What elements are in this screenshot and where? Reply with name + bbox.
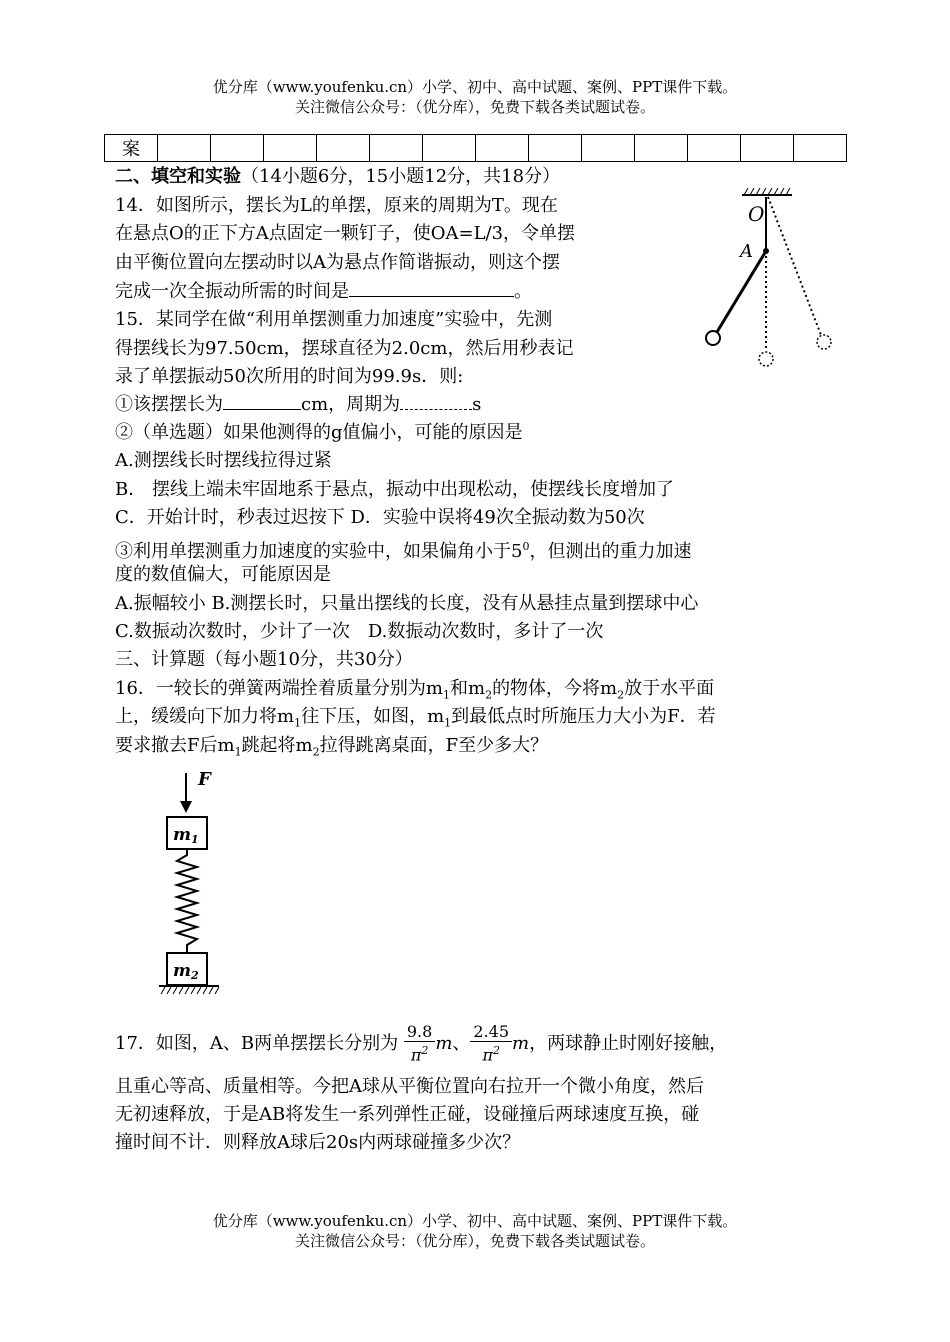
q15-part-1-unit: s	[472, 394, 482, 415]
spring-figure	[155, 765, 235, 1000]
q16-l1-c: 的物体，今将m	[492, 678, 618, 699]
q16-l2-s2: 1	[444, 716, 452, 730]
q16-line-2	[115, 704, 716, 737]
force-arrow-head	[180, 801, 192, 813]
frac1-denominator: π	[410, 1045, 422, 1065]
q16-line-3	[115, 733, 548, 766]
answer-table	[104, 134, 847, 162]
fraction-length-a	[404, 1023, 435, 1064]
q15-part-1-text-b: cm，周期为	[301, 394, 401, 415]
bob-equilibrium-dashed	[759, 352, 773, 366]
q17-line-3: 无初速释放，于是AB将发生一系列弹性正碰，设碰撞后两球速度互换，碰	[115, 1104, 700, 1125]
q14-line-4-text: 完成一次全振动所需的时间是	[115, 281, 349, 302]
page-header-line-1: 优分库（www.youfenku.cn）小学、初中、高中试题、案例、PPT课件下载。	[212, 78, 738, 96]
q17-line-2: 且重心等高、质量相等。今把A球从平衡位置向右拉开一个微小角度，然后	[115, 1076, 704, 1097]
section-2-title: 二、填空和实验	[115, 166, 241, 187]
answer-cell[interactable]	[370, 135, 423, 162]
q14-line-1: 14．如图所示，摆长为L的单摆，原来的周期为T。现在	[115, 195, 558, 216]
label-o: O	[748, 202, 765, 226]
q16-l3-c: 拉得跳离桌面，F至少多大？	[319, 735, 549, 756]
q15-part-3-text-a: ③利用单摆测重力加速度的实验中，如果偏角小于5	[115, 541, 523, 562]
q15-part-3-text-b: ，但测出的重力加速	[529, 541, 692, 562]
answer-cell[interactable]	[794, 135, 847, 162]
q15-period-blank[interactable]	[400, 395, 472, 410]
q16-l1-s2: 2	[485, 688, 493, 702]
q15-part-3-options-cd: C.数振动次数时，少计了一次 D.数振动次数时，多计了一次	[115, 621, 604, 642]
string-right-dashed	[768, 197, 821, 335]
section-2-heading	[115, 164, 560, 190]
frac1-exponent: 2	[421, 1044, 429, 1058]
q15-option-a: A.测摆线长时摆线拉得过紧	[115, 450, 332, 471]
q16-l3-s2: 2	[312, 745, 320, 759]
q17-line-4: 撞时间不计．则释放A球后20s内两球碰撞多少次？	[115, 1132, 521, 1153]
answer-cell[interactable]	[317, 135, 370, 162]
mass-m1-label: m1	[173, 825, 199, 846]
answer-cell[interactable]	[635, 135, 688, 162]
ceiling-hatch	[744, 188, 790, 195]
q16-l2-s1: 1	[294, 716, 302, 730]
fraction-length-b	[470, 1023, 512, 1064]
bob-left	[706, 331, 720, 345]
q15-part-3-options-ab: A.振幅较小 B.测摆长时，只量出摆线的长度，没有从悬挂点量到摆球中心	[115, 593, 699, 614]
q16-l2-b: 往下压，如图，m	[301, 706, 445, 727]
q14-line-4-end: 。	[514, 281, 532, 302]
frac2-denominator: π	[482, 1045, 493, 1065]
q15-line-1: 15．某同学在做“利用单摆测重力加速度”实验中，先测	[115, 309, 553, 330]
frac1-numerator: 9.8	[404, 1023, 435, 1042]
q16-l3-a: 要求撤去F后m	[115, 735, 235, 756]
answer-cell[interactable]	[741, 135, 794, 162]
answer-row-label: 案	[105, 135, 158, 162]
q16-l2-a: 上，缓缓向下加力将m	[115, 706, 295, 727]
q15-part-2: ②（单选题）如果他测得的g值偏小，可能的原因是	[115, 422, 523, 443]
q15-option-cd: C．开始计时，秒表过迟按下 D．实验中误将49次全振动数为50次	[115, 507, 645, 528]
q16-l1-s1: 1	[442, 688, 450, 702]
q16-l2-c: 到最低点时所施压力大小为F．若	[451, 706, 716, 727]
q14-line-3: 由平衡位置向左摆动时以A为悬点作简谐振动，则这个摆	[115, 252, 560, 273]
frac2-exponent: 2	[492, 1044, 500, 1058]
q17-l1-b: ，两球静止时刚好接触，	[529, 1033, 728, 1054]
q16-l1-a: 16．一较长的弹簧两端拴着质量分别为m	[115, 678, 443, 699]
degree-superscript: 0	[522, 540, 530, 553]
section-2-scoring: （14小题6分，15小题12分，共18分）	[241, 166, 561, 187]
separator: 、	[452, 1033, 471, 1054]
page-footer-line-1: 优分库（www.youfenku.cn）小学、初中、高中试题、案例、PPT课件下载。	[212, 1212, 738, 1230]
answer-cell[interactable]	[423, 135, 476, 162]
q14-line-4	[115, 278, 532, 305]
string-left	[717, 251, 766, 332]
unit-2: m	[512, 1033, 530, 1054]
answer-cell[interactable]	[582, 135, 635, 162]
answer-cell[interactable]	[211, 135, 264, 162]
mass-m2-label: m2	[173, 961, 199, 982]
answer-cell[interactable]	[476, 135, 529, 162]
force-label: F	[198, 769, 211, 790]
q16-l3-s1: 1	[234, 745, 242, 759]
spring-coil	[177, 849, 197, 953]
answer-cell[interactable]	[264, 135, 317, 162]
frac2-numerator: 2.45	[470, 1023, 512, 1042]
q16-l1-s3: 2	[617, 688, 625, 702]
q15-option-b: B． 摆线上端未牢固地系于悬点，振动中出现松动，使摆线长度增加了	[115, 479, 674, 500]
q17-l1-a: 17．如图，A、B两单摆摆长分别为	[115, 1033, 399, 1054]
page-footer-line-2: 关注微信公众号：（优分库），免费下载各类试题试卷。	[294, 1232, 655, 1250]
q16-l3-b: 跳起将m	[241, 735, 313, 756]
label-a: A	[740, 241, 753, 262]
q14-line-2: 在悬点O的正下方A点固定一颗钉子，使OA=L/3，令单摆	[115, 223, 576, 244]
q15-part-1-text-a: ①该摆摆长为	[115, 394, 223, 415]
q15-line-2: 得摆线长为97.50cm，摆球直径为2.0cm，然后用秒表记	[115, 338, 574, 359]
q14-answer-blank[interactable]	[349, 278, 514, 297]
q15-part-3-line-2: 度的数值偏大，可能原因是	[115, 564, 331, 585]
section-3-heading: 三、计算题（每小题10分，共30分）	[115, 649, 413, 670]
q15-part-3-line-1	[115, 534, 691, 565]
pendulum-figure	[700, 185, 840, 375]
answer-cell[interactable]	[688, 135, 741, 162]
q15-length-blank[interactable]	[223, 393, 301, 410]
page-header-line-2: 关注微信公众号：（优分库），免费下载各类试题试卷。	[294, 98, 655, 116]
q15-part-1	[115, 392, 481, 418]
answer-cell[interactable]	[158, 135, 211, 162]
q16-l1-d: 放于水平面	[624, 678, 715, 699]
bob-right-dashed	[817, 335, 831, 349]
answer-cell[interactable]	[529, 135, 582, 162]
q16-l1-b: 和m	[449, 678, 486, 699]
ground-hatch	[161, 987, 219, 994]
q15-line-3: 录了单摆振动50次所用的时间为99.9s．则:	[115, 366, 464, 387]
unit-1: m	[435, 1033, 453, 1054]
q17-line-1	[115, 1022, 727, 1066]
